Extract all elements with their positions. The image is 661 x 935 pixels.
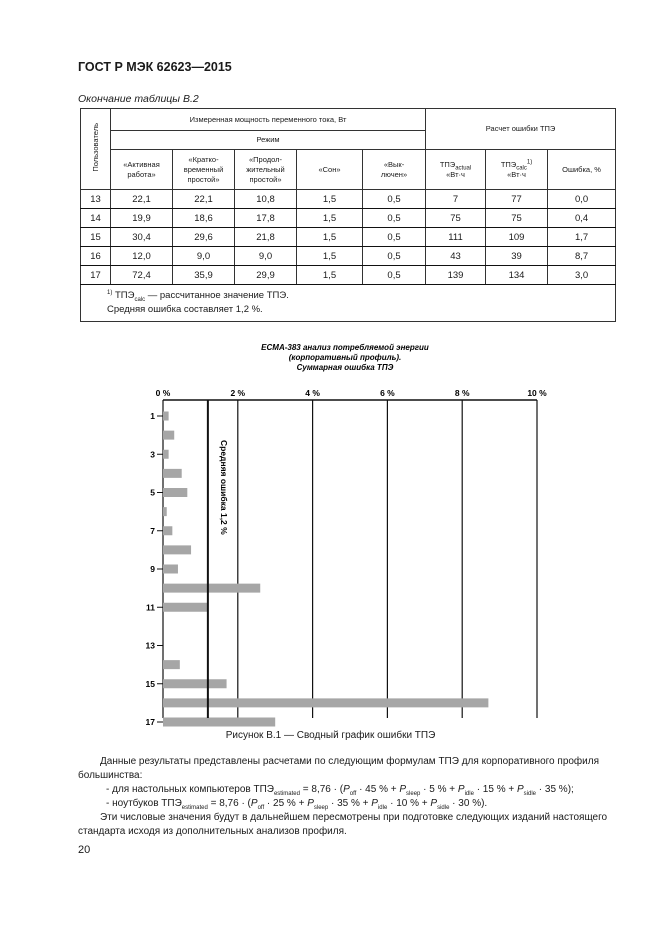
table-cell: 1,5 xyxy=(297,190,363,209)
x-tick-label: 0 % xyxy=(155,388,171,398)
chart-title-line: (корпоративный профиль). xyxy=(288,353,402,362)
formula-laptop: - ноутбуков $ТПЭ_{estimated} = 8,76 \cdot (P_{off} \cdot 25$ % + $P_{sleep} \cdot 35$ % + $P_{idle} \cdot 10$ % + $P_{sidle} \cdot 30$ %). xyxy=(106,798,488,811)
body-text xyxy=(78,755,618,839)
header-mode: Режим xyxy=(111,131,426,150)
y-category-label: 5 xyxy=(150,487,155,498)
table-cell: 0,4 xyxy=(548,209,616,228)
table-cell: 0,5 xyxy=(363,247,426,266)
table-cell: 22,1 xyxy=(173,190,235,209)
table-cell: 13 xyxy=(81,190,111,209)
table-cell: 134 xyxy=(486,266,548,285)
table-cell: 0,0 xyxy=(548,190,616,209)
table-cell: 7 xyxy=(426,190,486,209)
table-cell: 139 xyxy=(426,266,486,285)
reference-label: Средняя ошибка 1,2 % xyxy=(218,440,229,535)
bar xyxy=(163,526,172,535)
chart-title-line: ECMA-383 анализ потребляемой энергии xyxy=(261,343,429,352)
table-cell: 1,7 xyxy=(548,228,616,247)
bar xyxy=(163,718,275,727)
table-cell: 9,0 xyxy=(173,247,235,266)
table-cell: 111 xyxy=(426,228,486,247)
table-cell: 15 xyxy=(81,228,111,247)
bar xyxy=(163,545,191,554)
chart-x-ticks xyxy=(156,388,547,398)
table-cell: 0,5 xyxy=(363,228,426,247)
y-category-label: 13 xyxy=(145,640,155,651)
table-cell: 17,8 xyxy=(235,209,297,228)
bar xyxy=(163,469,182,478)
chart-title xyxy=(261,343,429,372)
table-cell: 1,5 xyxy=(297,209,363,228)
chart-reference xyxy=(208,400,229,718)
table-cell: 43 xyxy=(426,247,486,266)
x-tick-label: 2 % xyxy=(230,388,246,398)
header-long-idle: «Продол- жительный простой» xyxy=(235,150,297,190)
table-cell: 14 xyxy=(81,209,111,228)
header-calc: Расчет ошибки ТПЭ xyxy=(426,109,616,150)
table-cell: 29,6 xyxy=(173,228,235,247)
header-off: «Вык- лючен» xyxy=(363,150,426,190)
bar xyxy=(163,507,167,516)
header-error: Ошибка, % xyxy=(548,150,616,190)
figure-caption: Рисунок В.1 — Сводный график ошибки ТПЭ xyxy=(225,730,436,741)
bar xyxy=(163,565,178,574)
table-cell: 3,0 xyxy=(548,266,616,285)
table-cell: 0,5 xyxy=(363,209,426,228)
header-sleep: «Сон» xyxy=(297,150,363,190)
table-cell: 75 xyxy=(486,209,548,228)
bar xyxy=(163,698,488,707)
bar xyxy=(163,603,208,612)
table-cell: 109 xyxy=(486,228,548,247)
bar xyxy=(163,488,187,497)
table-cell: 10,8 xyxy=(235,190,297,209)
table-cell: 1,5 xyxy=(297,247,363,266)
formula-desktop: - для настольных компьютеров $ТПЭ_{estimated} = 8,76 \cdot (P_{off} \cdot 45$ % + $P_{sleep} \cdot 5$ % + $P_{idle} \cdot 15$ % + $P_{sidle} \cdot 35$ %); xyxy=(106,784,574,797)
table-cell: 16 xyxy=(81,247,111,266)
table-cell: 21,8 xyxy=(235,228,297,247)
header-calc-col: $ТПЭ_{calc}^{1)}$ «Вт·ч xyxy=(486,150,548,190)
y-category-label: 15 xyxy=(145,678,155,689)
bar xyxy=(163,584,260,593)
table-cell: 22,1 xyxy=(111,190,173,209)
y-category-label: 17 xyxy=(145,717,155,727)
header-user: Пользователь xyxy=(90,123,100,172)
y-category-label: 3 xyxy=(150,449,155,460)
table-cell: 75 xyxy=(426,209,486,228)
table-cell: 8,7 xyxy=(548,247,616,266)
table-cell: 1,5 xyxy=(297,228,363,247)
bar xyxy=(163,660,180,669)
header-short-idle: «Кратко- временный простой» xyxy=(173,150,235,190)
x-tick-label: 4 % xyxy=(305,388,320,398)
table-cell: 0,5 xyxy=(363,190,426,209)
page-number: 20 xyxy=(78,844,91,856)
chart-y-labels xyxy=(146,411,163,727)
table-cell: 12,0 xyxy=(111,247,173,266)
y-category-label: 1 xyxy=(150,411,155,421)
table-cell: 0,5 xyxy=(363,266,426,285)
table-caption: Окончание таблицы В.2 xyxy=(78,93,199,105)
bar xyxy=(163,450,169,459)
table-cell: 39 xyxy=(486,247,548,266)
x-tick-label: 8 % xyxy=(454,388,470,398)
y-category-label: 7 xyxy=(150,525,155,536)
chart-title-line: Суммарная ошибка ТПЭ xyxy=(296,363,394,372)
table-cell: 77 xyxy=(486,190,548,209)
table-cell: 1,5 xyxy=(297,266,363,285)
header-measured: Измеренная мощность переменного тока, Вт xyxy=(111,109,426,131)
document-header: ГОСТ Р МЭК 62623—2015 xyxy=(78,60,232,74)
bar xyxy=(163,412,169,421)
table-cell: 35,9 xyxy=(173,266,235,285)
table-cell: 19,9 xyxy=(111,209,173,228)
chart-bars xyxy=(163,412,488,727)
table-cell: 18,6 xyxy=(173,209,235,228)
table-cell: 72,4 xyxy=(111,266,173,285)
x-tick-label: 6 % xyxy=(380,388,395,398)
bar xyxy=(163,431,174,440)
table-cell: 30,4 xyxy=(111,228,173,247)
table-cell: 9,0 xyxy=(235,247,297,266)
x-tick-label: 10 % xyxy=(527,388,547,398)
average-error-note: Средняя ошибка составляет 1,2 %. xyxy=(107,304,263,315)
bar xyxy=(163,679,227,688)
y-category-label: 9 xyxy=(150,564,155,574)
table-cell: 29,9 xyxy=(235,266,297,285)
y-category-label: 11 xyxy=(146,602,155,613)
header-actual: $ТПЭ_{actual}$ «Вт·ч xyxy=(426,150,486,190)
body-intro: Данные результаты представлены расчетами по следующим формулам ТПЭ для корпоративного профиля большинства: xyxy=(78,756,599,781)
table-note: $^{1)}$ $ТПЭ_{calc}$ — рассчитанное значение ТПЭ. Средняя ошибка составляет 1,2 %. xyxy=(81,285,616,322)
body-closing: Эти числовые значения будут в дальнейшем пересмотрены при подготовке следующих изданий настоящего стандарта исходя из дополнительных анализов профиля. xyxy=(78,812,608,837)
header-active: «Активная работа» xyxy=(111,150,173,190)
table-cell: 17 xyxy=(81,266,111,285)
